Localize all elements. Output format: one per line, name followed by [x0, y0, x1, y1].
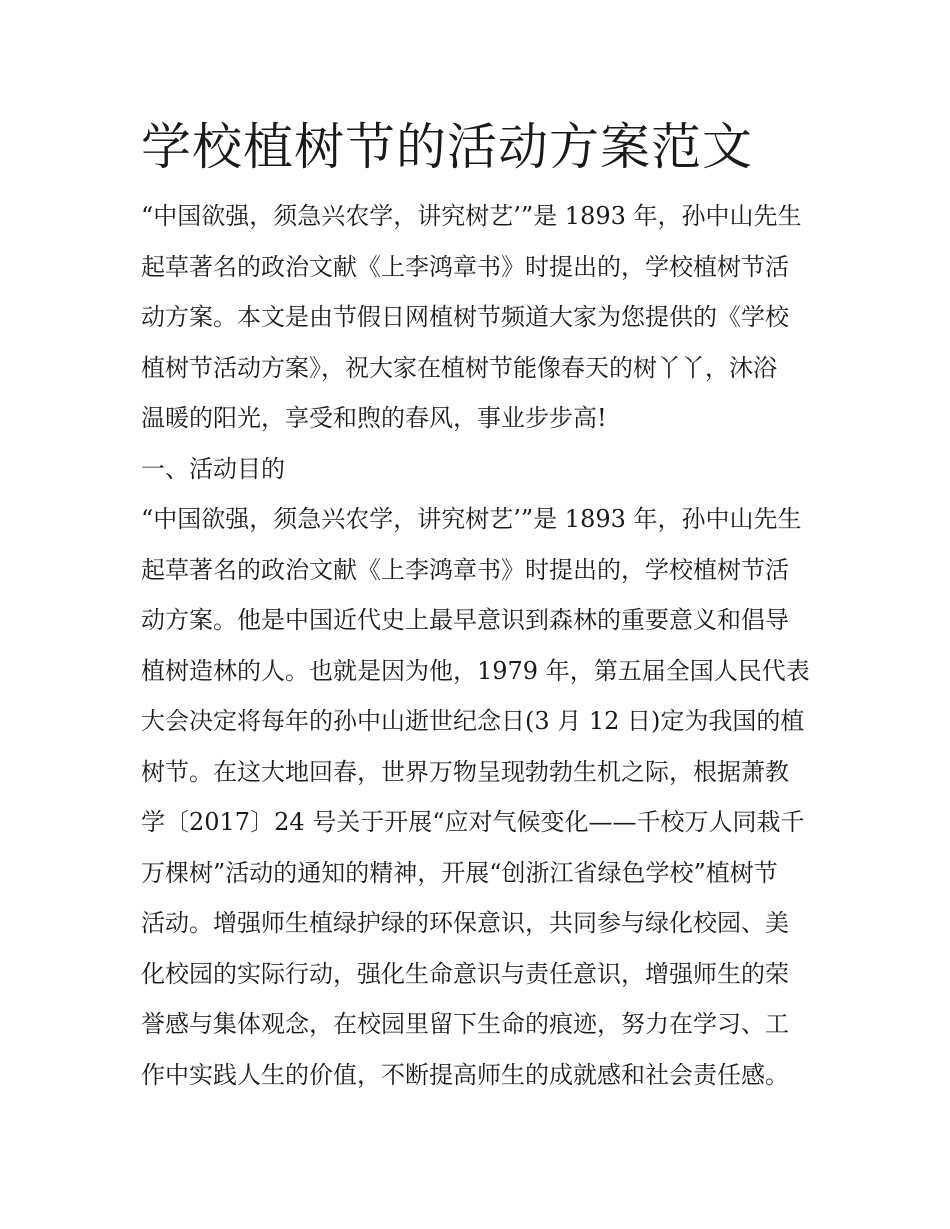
paragraph-line: 万棵树”活动的通知的精神，开展“创浙江省绿色学校”植树节	[141, 858, 778, 887]
paragraph-line: 起草著名的政治文献《上李鸿章书》时提出的，学校植树节活	[141, 555, 789, 584]
paragraph-line: 动方案。他是中国近代史上最早意识到森林的重要意义和倡导	[141, 606, 789, 634]
paragraph-line: 化校园的实际行动，强化生命意识与责任意识，增强师生的荣	[141, 959, 789, 988]
paragraph-line: 温暖的阳光，享受和煦的春风，事业步步高!	[141, 404, 607, 432]
document-body	[141, 115, 813, 1100]
paragraph-line: “中国欲强，须急兴农学，讲究树艺’”是 1893 年，孙中山先生	[141, 505, 802, 533]
paragraph-line: 植树节活动方案》，祝大家在植树节能像春天的树丫丫，沐浴	[141, 353, 777, 382]
paragraph-line: 作中实践人生的价值，不断提高师生的成就感和社会责任感。	[141, 1060, 789, 1089]
paragraph-line: 学〔2017〕24 号关于开展“应对气候变化——千校万人同栽千	[141, 808, 805, 836]
paragraph-line: 誉感与集体观念，在校园里留下生命的痕迹，努力在学习、工	[141, 1010, 789, 1038]
paragraph-line: 动方案。本文是由节假日网植树节频道大家为您提供的《学校	[141, 303, 789, 331]
document-title: 学校植树节的活动方案范文	[141, 118, 753, 176]
section-heading	[141, 444, 813, 495]
intro-paragraph	[141, 191, 813, 444]
paragraph-line: 树节。在这大地回春，世界万物呈现勃勃生机之际，根据萧教	[141, 757, 789, 786]
paragraph-line: 大会决定将每年的孙中山逝世纪念日(3 月 12 日)定为我国的植	[141, 707, 805, 735]
paragraph-line: 活动。增强师生植绿护绿的环保意识，共同参与绿化校园、美	[141, 909, 789, 937]
paragraph-line: 起草著名的政治文献《上李鸿章书》时提出的，学校植树节活	[141, 252, 789, 281]
purpose-paragraph	[141, 494, 813, 1100]
section-heading-text: 一、活动目的	[141, 454, 285, 483]
paragraph-line: “中国欲强，须急兴农学，讲究树艺’”是 1893 年，孙中山先生	[141, 202, 802, 230]
paragraph-line: 植树造林的人。也就是因为他，1979 年，第五届全国人民代表	[141, 656, 810, 685]
